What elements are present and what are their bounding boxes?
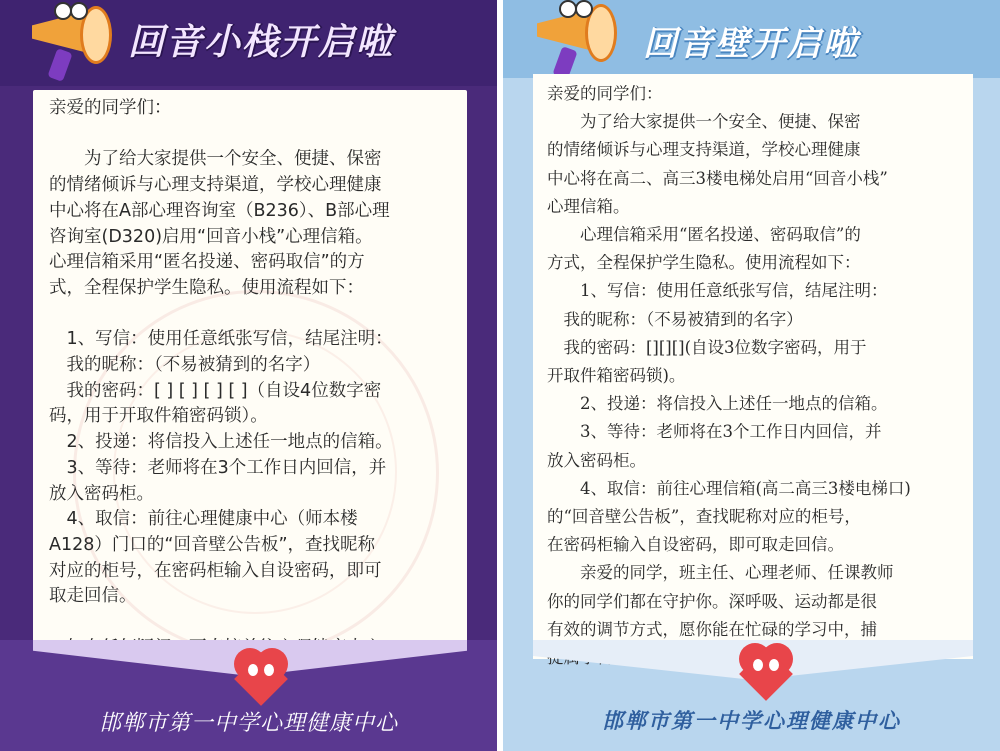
- letter-line: 的情绪倾诉与心理支持渠道，学校心理健康: [49, 175, 382, 196]
- letter-line: 4、取信：前往心理信箱(高二高三3楼电梯口): [547, 478, 911, 498]
- letter-line: 在密码柜输入自设密码，即可取走回信。: [547, 535, 844, 555]
- letter-line: A128）门口的“回音壁公告板”，查找昵称: [49, 534, 376, 555]
- left-poster: [0, 0, 497, 751]
- letter-line: 2、投递：将信投入上述任一地点的信箱。: [49, 432, 393, 453]
- letter-line: 亲爱的同学，班主任、心理老师、任课教师: [547, 563, 894, 583]
- left-letter-paper: [33, 90, 467, 645]
- letter-line: [49, 302, 457, 328]
- letter-line: 放入密码柜。: [49, 483, 154, 504]
- right-letter-paper: [533, 74, 973, 659]
- letter-line: 方式，全程保护学生隐私。使用流程如下：: [547, 253, 861, 273]
- heart-mascot-icon: [737, 643, 795, 697]
- letter-line: 3、等待：老师将在3个工作日内回信，并: [49, 457, 387, 478]
- letter-line: 放入密码柜。: [547, 450, 646, 470]
- letter-line: 的“回音壁公告板”，查找昵称对应的柜号，: [547, 507, 861, 527]
- letter-line: 咨询室(D320)启用“回音小栈”心理信箱。: [49, 226, 373, 247]
- letter-line: 的情绪倾诉与心理支持渠道，学校心理健康: [547, 140, 861, 160]
- left-title: 回音小栈开启啦: [128, 22, 395, 63]
- letter-line: 为了给大家提供一个安全、便捷、保密: [49, 149, 382, 170]
- letter-line: [49, 610, 457, 636]
- letter-line: 3、等待：老师将在3个工作日内回信，并: [547, 422, 882, 442]
- right-title: 回音壁开启啦: [643, 24, 859, 64]
- letter-line: 对应的柜号，在密码柜输入自设密码，即可: [49, 560, 382, 581]
- letter-line: 我的密码：[ ] [ ] [ ] [ ]（自设4位数字密: [49, 380, 382, 401]
- letter-line: 心理信箱采用“匿名投递、密码取信”的: [547, 225, 861, 245]
- left-footer: 邯郸市第一中学心理健康中心: [98, 711, 398, 736]
- heart-mascot-icon: [232, 648, 290, 702]
- letter-line: 中心将在A部心理咨询室（B236）、B部心理: [49, 200, 390, 221]
- letter-line: 1、写信：使用任意纸张写信，结尾注明：: [547, 281, 888, 301]
- right-poster: [503, 0, 1000, 751]
- letter-line: 心理信箱。: [547, 196, 630, 216]
- letter-line: 4、取信：前往心理健康中心（师本楼: [49, 509, 358, 530]
- letter-line: [49, 122, 457, 148]
- letter-line: 1、写信：使用任意纸张写信，结尾注明：: [49, 329, 393, 350]
- left-letter-text: [49, 96, 457, 687]
- letter-line: 中心将在高二、高三3楼电梯处启用“回音小栈”: [547, 168, 888, 188]
- right-footer: 邯郸市第一中学心理健康中心: [602, 709, 901, 733]
- letter-line: 码，用于开取件箱密码锁）。: [49, 406, 268, 427]
- right-letter-text: [547, 80, 967, 672]
- letter-line: 我的密码：[][][](自设3位数字密码，用于: [547, 337, 867, 357]
- letter-line: 为了给大家提供一个安全、便捷、保密: [547, 112, 861, 132]
- letter-line: 心理信箱采用“匿名投递、密码取信”的方: [49, 252, 365, 273]
- letter-line: 亲爱的同学们：: [547, 84, 663, 103]
- letter-line: 取走回信。: [49, 586, 137, 607]
- letter-line: 你的同学们都在守护你。深呼吸、运动都是很: [547, 591, 877, 611]
- letter-line: 2、投递：将信投入上述任一地点的信箱。: [547, 394, 888, 414]
- letter-line: 亲爱的同学们：: [49, 98, 172, 118]
- letter-line: 我的昵称：（不易被猜到的名字）: [49, 355, 321, 376]
- letter-line: 我的昵称：（不易被猜到的名字）: [547, 309, 803, 329]
- letter-line: 有效的调节方式，愿你能在忙碌的学习中，捕: [547, 619, 877, 639]
- megaphone-icon: [14, 2, 114, 92]
- letter-line: 开取件箱密码锁)。: [547, 366, 686, 386]
- letter-line: 式，全程保护学生隐私。使用流程如下：: [49, 277, 364, 298]
